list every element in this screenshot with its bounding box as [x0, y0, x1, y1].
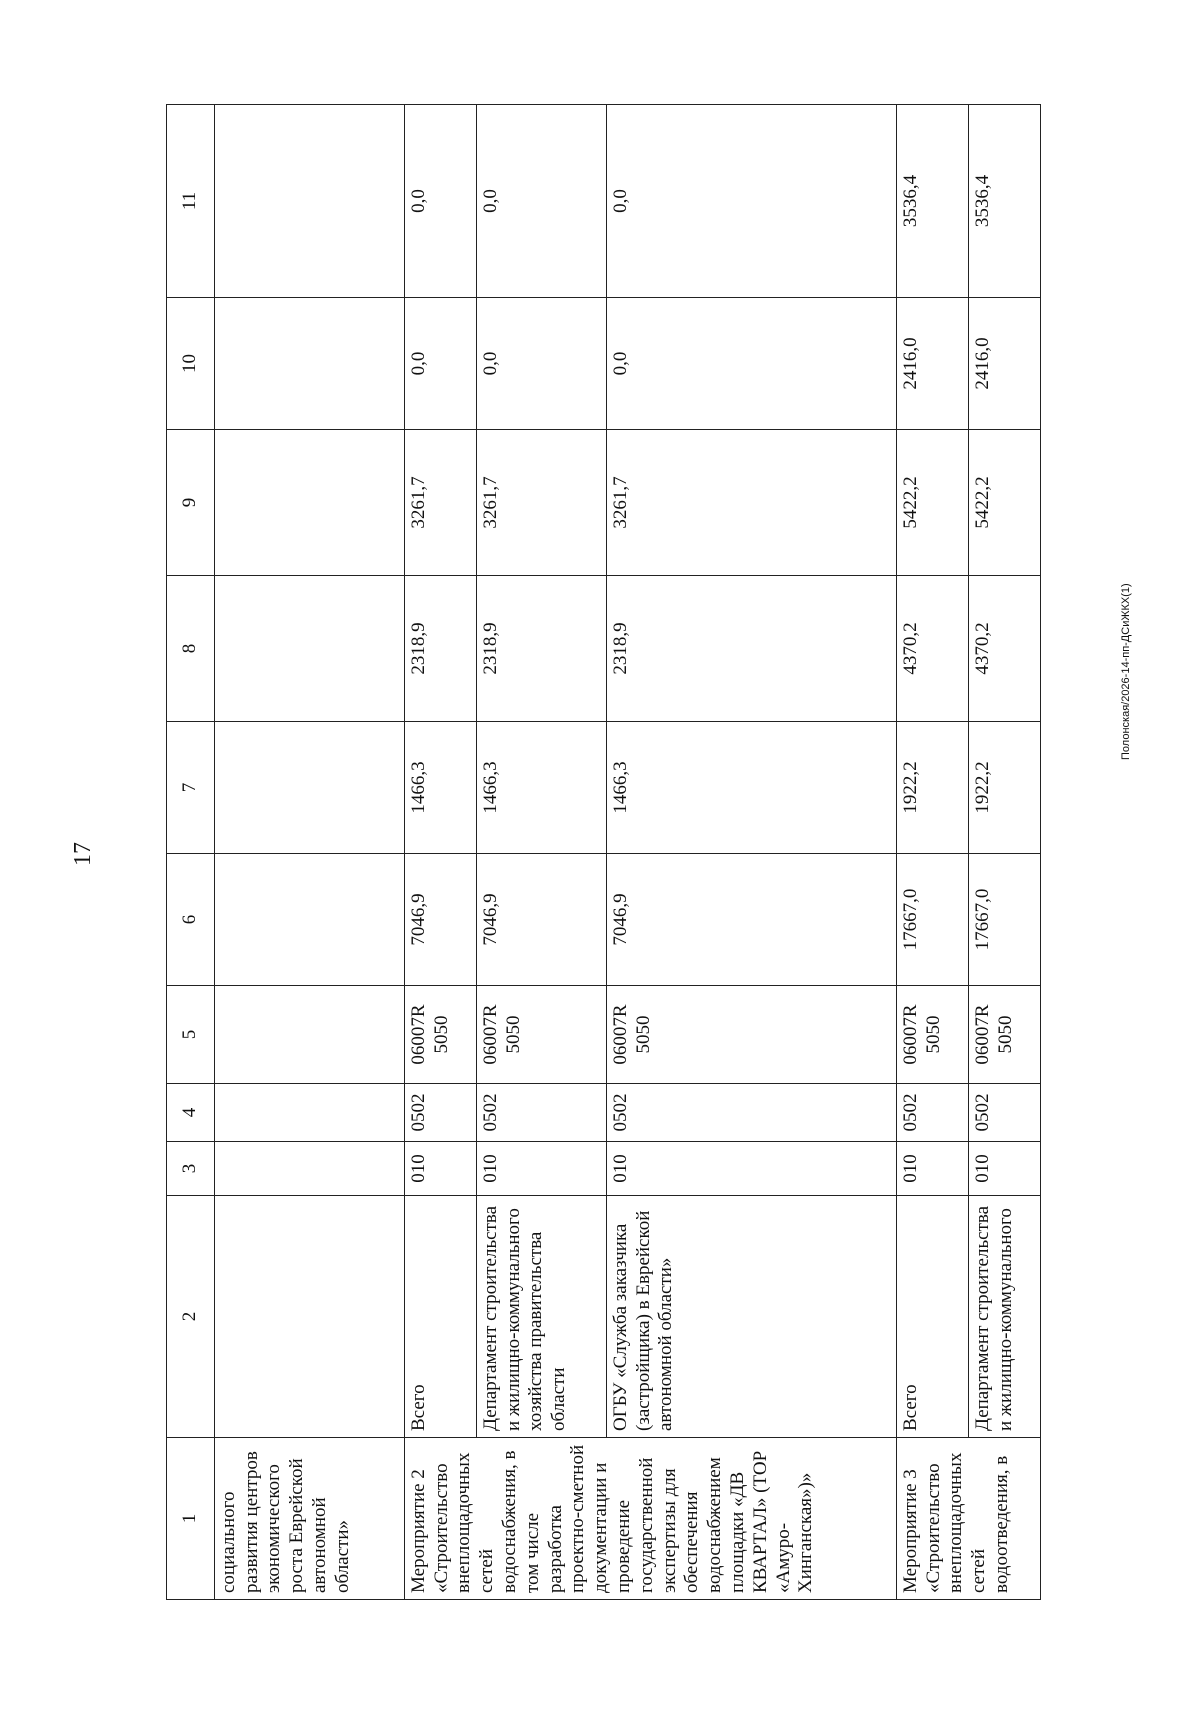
code-cell: 06007R 5050 [404, 986, 476, 1084]
code-cell: 010 [476, 1142, 606, 1196]
executor-cell: Департамент строительства и жилищно-коммунального [968, 1196, 1040, 1438]
code-cell: 0502 [968, 1084, 1040, 1142]
value-cell: 1466,3 [476, 722, 606, 854]
executor-cell [214, 1196, 404, 1438]
code-cell: 06007R 5050 [968, 986, 1040, 1084]
value-cell: 1466,3 [404, 722, 476, 854]
table-row [214, 105, 404, 1600]
rotated-table-container [166, 105, 1116, 1600]
value-cell: 3536,4 [968, 105, 1040, 298]
value-cell [214, 430, 404, 576]
code-cell: 06007R 5050 [606, 986, 896, 1084]
page-number: 17 [70, 842, 96, 866]
value-cell: 3261,7 [404, 430, 476, 576]
value-cell: 5422,2 [968, 430, 1040, 576]
budget-table [166, 104, 1041, 1600]
header-cell: 6 [167, 854, 215, 986]
value-cell: 2416,0 [896, 298, 968, 430]
code-cell: 06007R 5050 [896, 986, 968, 1084]
value-cell: 0,0 [404, 298, 476, 430]
header-cell: 8 [167, 576, 215, 722]
executor-cell: Департамент строительства и жилищно-коммунального хозяйства правительства области [476, 1196, 606, 1438]
executor-cell: Всего [404, 1196, 476, 1438]
value-cell: 0,0 [606, 298, 896, 430]
code-cell [214, 986, 404, 1084]
value-cell: 4370,2 [968, 576, 1040, 722]
code-cell: 0502 [896, 1084, 968, 1142]
value-cell: 7046,9 [404, 854, 476, 986]
value-cell: 7046,9 [606, 854, 896, 986]
footer-document-code: Полонская/2026-14-пп-ДСиЖКХ(1) [1120, 583, 1132, 760]
header-cell: 3 [167, 1142, 215, 1196]
value-cell: 1466,3 [606, 722, 896, 854]
value-cell [214, 576, 404, 722]
value-cell: 0,0 [404, 105, 476, 298]
table-row [968, 105, 1040, 1600]
value-cell: 17667,0 [968, 854, 1040, 986]
executor-cell: ОГБУ «Служба заказчика (застройщика) в Еврейской автономной области» [606, 1196, 896, 1438]
header-cell: 9 [167, 430, 215, 576]
value-cell: 17667,0 [896, 854, 968, 986]
value-cell: 3536,4 [896, 105, 968, 298]
value-cell: 2318,9 [404, 576, 476, 722]
table-row [896, 105, 968, 1600]
value-cell: 1922,2 [896, 722, 968, 854]
value-cell: 7046,9 [476, 854, 606, 986]
header-cell: 7 [167, 722, 215, 854]
value-cell: 3261,7 [476, 430, 606, 576]
table-row [606, 105, 896, 1600]
value-cell: 2416,0 [968, 298, 1040, 430]
table-row [476, 105, 606, 1600]
value-cell [214, 854, 404, 986]
header-cell: 1 [167, 1438, 215, 1600]
code-cell [214, 1142, 404, 1196]
code-cell: 010 [896, 1142, 968, 1196]
value-cell: 0,0 [476, 298, 606, 430]
value-cell [214, 105, 404, 298]
code-cell: 010 [606, 1142, 896, 1196]
executor-cell: Всего [896, 1196, 968, 1438]
measure-name-cell: Мероприятие 2 «Строительство внеплощадочных сетей водоснабжения, в том числе разработка проектно-сметной документации и проведение государственной экспертизы для обеспечения водоснабжением площадки «ДВ КВАРТАЛ» (ТОР «Амуро-Хинганская»)» [404, 1438, 896, 1600]
value-cell [214, 722, 404, 854]
header-cell: 10 [167, 298, 215, 430]
code-cell: 0502 [606, 1084, 896, 1142]
value-cell: 0,0 [476, 105, 606, 298]
value-cell: 2318,9 [606, 576, 896, 722]
measure-name-cell: Мероприятие 3 «Строительство внеплощадочных сетей водоотведения, в [896, 1438, 1040, 1600]
header-cell: 2 [167, 1196, 215, 1438]
value-cell: 4370,2 [896, 576, 968, 722]
code-cell: 0502 [476, 1084, 606, 1142]
code-cell: 010 [404, 1142, 476, 1196]
code-cell [214, 1084, 404, 1142]
code-cell: 06007R 5050 [476, 986, 606, 1084]
measure-name-cell: социального развития центров экономического роста Еврейской автономной области» [214, 1438, 404, 1600]
header-cell: 5 [167, 986, 215, 1084]
table-row [404, 105, 476, 1600]
code-cell: 0502 [404, 1084, 476, 1142]
code-cell: 010 [968, 1142, 1040, 1196]
value-cell: 2318,9 [476, 576, 606, 722]
header-row [167, 105, 215, 1600]
value-cell: 0,0 [606, 105, 896, 298]
value-cell: 1922,2 [968, 722, 1040, 854]
value-cell [214, 298, 404, 430]
value-cell: 3261,7 [606, 430, 896, 576]
header-cell: 4 [167, 1084, 215, 1142]
value-cell: 5422,2 [896, 430, 968, 576]
header-cell: 11 [167, 105, 215, 298]
